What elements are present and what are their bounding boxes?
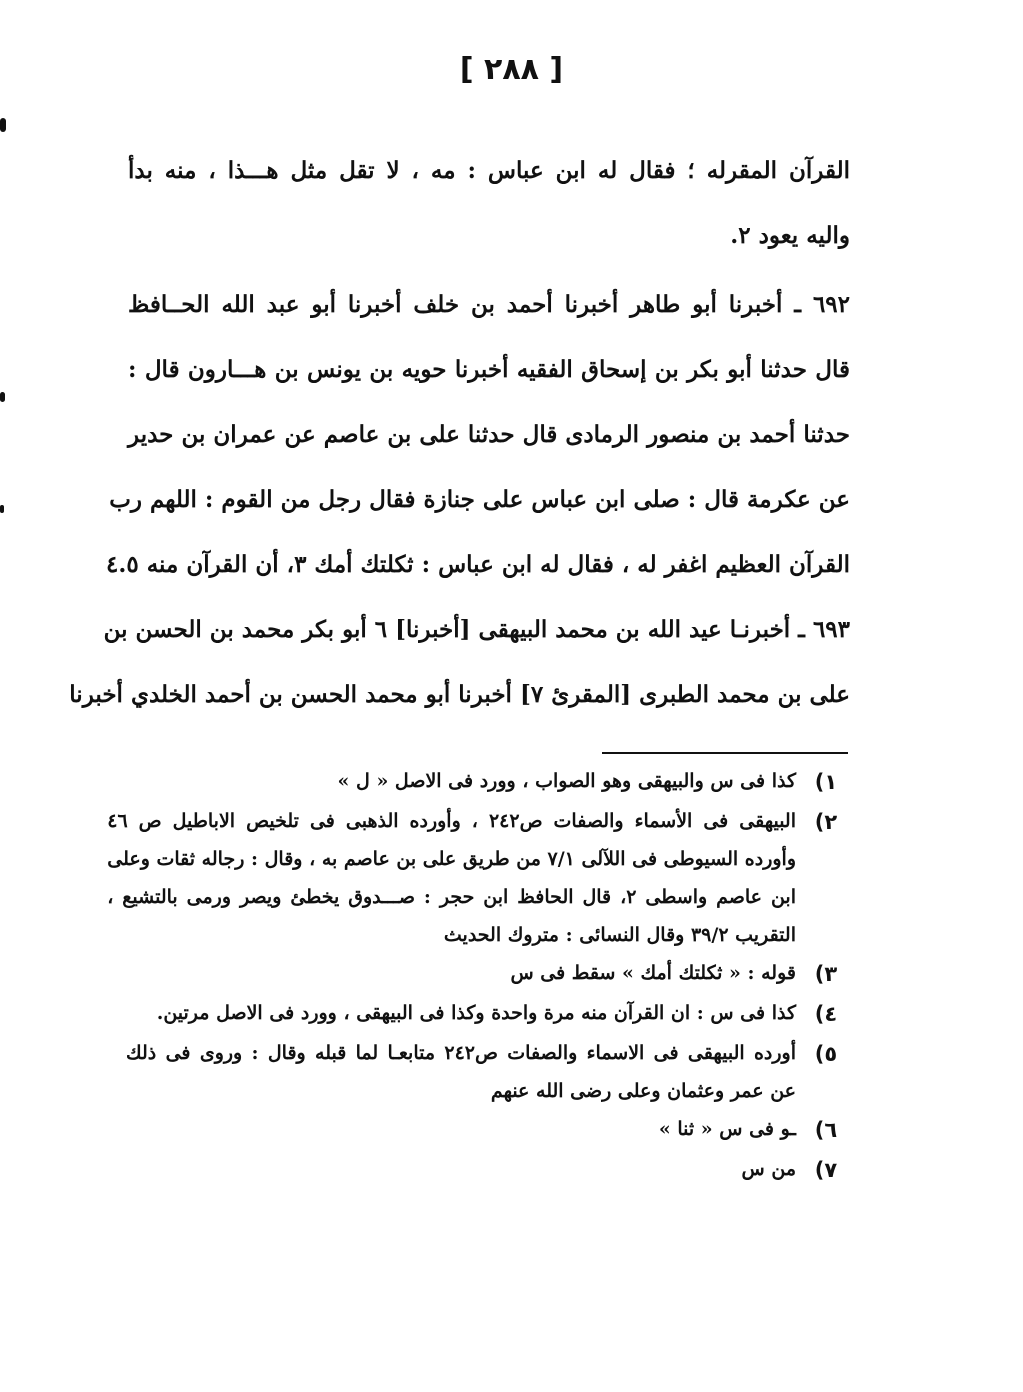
- footnote-text: البيهقى فى الأسماء والصفات ص٢٤٢ ، وأورده الذهبى فى تلخيص الاباطيل ص ٤٦: [107, 810, 796, 832]
- footnote-2: [107, 802, 856, 954]
- footnote-text: ـو فى س « ثنا »: [658, 1118, 796, 1140]
- text-line: قال حدثنا أبو بكر بن إسحاق الفقيه أخبرنا حويه بن يونس بن هـــارون قال :: [128, 356, 850, 383]
- scan-mark: [0, 118, 6, 132]
- footnote-separator: [602, 752, 848, 754]
- text-line: القرآن المقرله ؛ فقال له ابن عباس : مه ، لا تقل مثل هـــذا ، منه بدأ: [128, 157, 850, 184]
- footnote-6: [126, 1110, 856, 1150]
- footnote-1: [126, 762, 856, 802]
- scan-mark: [0, 505, 4, 513]
- text-line: على بن محمد الطبرى [المقرئ ٧] أخبرنا أبو محمد الحسن بن أحمد الخلدي أخبرنا: [69, 681, 850, 708]
- footnote-number: ٥): [814, 1042, 838, 1066]
- scan-mark: [0, 392, 5, 402]
- footnote-number: ٣): [814, 962, 838, 986]
- footnote-text: قوله : « ثكلتك أمك » سقط فى س: [510, 962, 796, 984]
- footnote-text: من س: [741, 1158, 796, 1180]
- text-line: حدثنا أحمد بن منصور الرمادى قال حدثنا على بن عاصم عن عمران بن حدير: [128, 421, 850, 448]
- footnote-text: ابن عاصم واسطى ٢، قال الحافظ ابن حجر : صـــدوق يخطئ ويصر ورمى بالتشيع ،: [107, 886, 796, 908]
- footnote-text: كذا فى س والبيهقى وهو الصواب ، وورد فى الاصل « ل »: [337, 770, 796, 792]
- text-line: ٦٩٣ ـ أخبرنـا عيد الله بن محمد البيهقى [أخبرنا] ٦ أبو بكر محمد بن الحسن بن: [103, 616, 850, 643]
- footnote-number: ٦): [814, 1118, 838, 1142]
- text-line: عن عكرمة قال : صلى ابن عباس على جنازة فقال رجل من القوم : اللهم رب: [109, 486, 850, 513]
- footnote-text: وأورده السيوطى فى اللآلى ٧/١ من طريق على بن عاصم به ، وقال : رجاله ثقات وعلى: [107, 848, 796, 870]
- footnotes: [107, 762, 856, 1190]
- footnote-7: [126, 1150, 856, 1190]
- footnote-text: عن عمر وعثمان وعلى رضى الله عنهم: [490, 1080, 796, 1102]
- text-line: ٦٩٢ ـ أخبرنا أبو طاهر أخبرنا أحمد بن خلف أخبرنا أبو عبد الله الحــافظ: [128, 291, 850, 318]
- footnote-number: ٤): [814, 1002, 838, 1026]
- footnote-text: التقريب ٣٩/٢ وقال النسائى : متروك الحديث: [443, 924, 796, 946]
- footnote-text: كذا فى س : ان القرآن منه مرة واحدة وكذا فى البيهقى ، وورد فى الاصل مرتين.: [156, 1002, 796, 1024]
- footnote-text: أورده البيهقى فى الاسماء والصفات ص٢٤٢ متابعـا لما قبله وقال : وروى فى ذلك: [126, 1042, 796, 1064]
- text-line: القرآن العظيم اغفر له ، فقال له ابن عباس : ثكلتك أمك ٣، أن القرآن منه ٤.٥: [106, 551, 850, 578]
- text-line: واليه يعود ٢.: [730, 222, 850, 249]
- footnote-number: ١): [814, 770, 838, 794]
- footnote-number: ٧): [814, 1158, 838, 1182]
- footnote-4: [126, 994, 856, 1034]
- footnote-number: ٢): [814, 810, 838, 834]
- footnote-3: [126, 954, 856, 994]
- main-text: [69, 138, 850, 727]
- footnote-5: [126, 1034, 856, 1110]
- page-number: [ ٢٨٨ ]: [459, 52, 564, 87]
